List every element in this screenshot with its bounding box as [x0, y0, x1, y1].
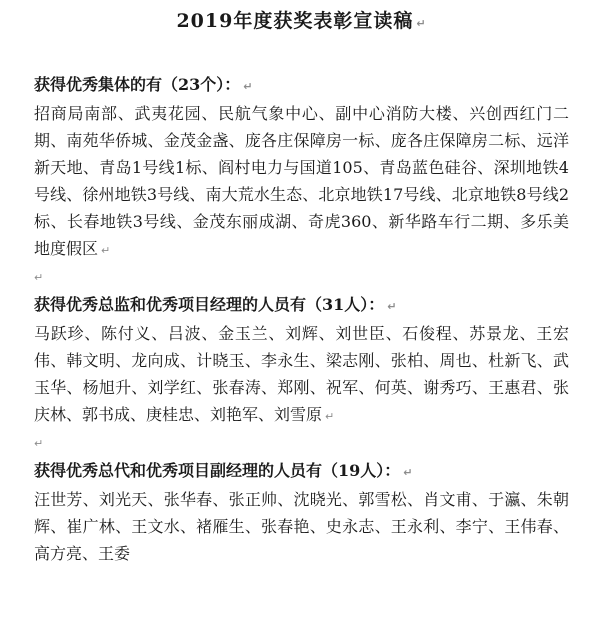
section-body: [34, 486, 569, 567]
section-heading: [34, 457, 569, 486]
section-body-text: 马跃珍、陈付义、吕波、金玉兰、刘辉、刘世臣、石俊程、苏景龙、王宏伟、韩文明、龙向成、计晓玉、李永生、梁志刚、张柏、周也、杜新飞、武玉华、杨旭升、刘学红、张春涛、郑刚、祝军、何英、谢秀巧、王惠君、张庆林、郭书成、庚桂忠、刘艳军、刘雪原: [34, 324, 569, 424]
section-body-text: 汪世芳、刘光天、张华春、张正帅、沈晓光、郭雪松、肖文甫、于瀛、朱朝辉、崔广林、王文水、褚雁生、张春艳、史永志、王永利、李宁、王伟春、高方亮、王委: [34, 490, 569, 563]
paragraph-mark-icon: ↵: [243, 80, 253, 93]
section-heading-text: 获得优秀总代和优秀项目副经理的人员有（19人）：: [34, 461, 401, 480]
section-body-text: 招商局南部、武夷花园、民航气象中心、副中心消防大楼、兴创西红门二期、南苑华侨城、金茂金盏、庞各庄保障房一标、庞各庄保障房二标、远洋新天地、青岛1号线1标、阎村电力与国道105、青岛蓝色硅谷、深圳地铁4号线、徐州地铁3号线、南大荒水生态、北京地铁17号线、北京地铁8号线2标、长春地铁3号线、金茂东丽成湖、奇虎360、新华路车行二期、多乐美地度假区: [34, 104, 569, 258]
paragraph-mark-icon: ↵: [34, 271, 44, 284]
section-heading-text: 获得优秀集体的有（23个）：: [34, 75, 241, 94]
document-title: [34, 8, 569, 37]
section-heading-text: 获得优秀总监和优秀项目经理的人员有（31人）：: [34, 295, 385, 314]
section-body: [34, 320, 569, 430]
paragraph-mark-icon: ↵: [416, 17, 427, 30]
paragraph-mark-icon: ↵: [403, 466, 413, 479]
paragraph-mark-icon: ↵: [101, 244, 111, 257]
section-deputies: [34, 457, 569, 567]
section-supervisors-managers: [34, 291, 569, 457]
paragraph-mark-icon: ↵: [34, 437, 44, 450]
empty-paragraph: [34, 264, 569, 291]
empty-paragraph: [34, 430, 569, 457]
document-title-text: 2019年度获奖表彰宣读稿: [176, 10, 414, 32]
paragraph-mark-icon: ↵: [325, 410, 335, 423]
section-body: [34, 100, 569, 264]
section-heading: [34, 291, 569, 320]
section-collectives: [34, 71, 569, 291]
paragraph-mark-icon: ↵: [387, 300, 397, 313]
section-heading: [34, 71, 569, 100]
